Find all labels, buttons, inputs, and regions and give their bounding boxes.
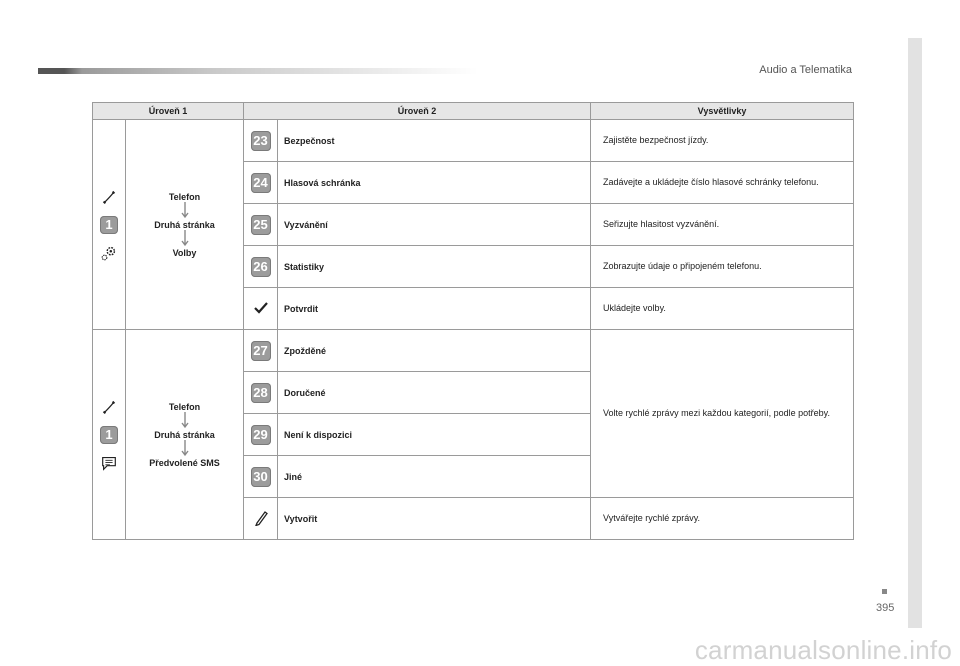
option-number-badge: 29: [251, 425, 271, 445]
option-label: Jiné: [278, 456, 591, 498]
arrow-down-icon: [180, 412, 190, 430]
option-description: Zajistěte bezpečnost jízdy.: [591, 120, 854, 162]
path-step: Druhá stránka: [154, 219, 215, 230]
option-number-badge: 25: [251, 215, 271, 235]
watermark: carmanualsonline.info: [694, 635, 952, 665]
path-step: Druhá stránka: [154, 429, 215, 440]
section-title: Audio a Telematika: [759, 64, 852, 76]
option-label: Hlasová schránka: [278, 162, 591, 204]
option-label: Bezpečnost: [278, 120, 591, 162]
option-label: Doručené: [278, 372, 591, 414]
page-number: 395: [876, 602, 895, 614]
option-label: Potvrdit: [278, 288, 591, 330]
path-step: Volby: [172, 247, 197, 258]
option-number-badge: 26: [251, 257, 271, 277]
phone-handset-icon: [100, 398, 118, 416]
option-description: Vytvářejte rychlé zprávy.: [591, 498, 854, 540]
level1-badge: 1: [100, 426, 118, 444]
checkmark-icon: [254, 302, 268, 314]
level1-path-cell: [126, 120, 244, 330]
option-label: Vyzvánění: [278, 204, 591, 246]
message-bubble-icon: [100, 454, 118, 472]
path-step: Předvolené SMS: [149, 457, 220, 468]
level1-path-cell: [126, 330, 244, 540]
side-margin-strip: [908, 38, 922, 628]
path-step: Telefon: [168, 191, 201, 202]
option-label: Zpožděné: [278, 330, 591, 372]
table-row: [93, 330, 854, 372]
phone-handset-icon: [100, 188, 118, 206]
option-label: Vytvořit: [278, 498, 591, 540]
option-description: Zadávejte a ukládejte číslo hlasové schránky telefonu.: [591, 162, 854, 204]
table-header-row: [93, 103, 854, 120]
pencil-icon: [254, 510, 268, 526]
level1-badge: 1: [100, 216, 118, 234]
option-number-badge: 24: [251, 173, 271, 193]
option-number-badge: 23: [251, 131, 271, 151]
path-step: Telefon: [168, 401, 201, 412]
option-description: Zobrazujte údaje o připojeném telefonu.: [591, 246, 854, 288]
header-decorative-bar: [38, 68, 478, 74]
header-level-2: Úroveň 2: [244, 103, 591, 120]
table-row: [93, 120, 854, 162]
option-description: Volte rychlé zprávy mezi každou kategorií, podle potřeby.: [591, 330, 854, 498]
option-number-badge: 30: [251, 467, 271, 487]
header-level-1: Úroveň 1: [93, 103, 244, 120]
level1-icons-cell: [93, 120, 126, 330]
option-label: Není k dispozici: [278, 414, 591, 456]
arrow-down-icon: [180, 440, 190, 458]
settings-gear-icon: [100, 244, 118, 262]
option-description: Ukládejte volby.: [591, 288, 854, 330]
option-description: Seřizujte hlasitost vyzvánění.: [591, 204, 854, 246]
page-marker-dot: [882, 589, 887, 594]
option-number-badge: 27: [251, 341, 271, 361]
option-number-badge: 28: [251, 383, 271, 403]
arrow-down-icon: [180, 202, 190, 220]
arrow-down-icon: [180, 230, 190, 248]
header-explanations: Vysvětlivky: [591, 103, 854, 120]
level1-icons-cell: [93, 330, 126, 540]
option-label: Statistiky: [278, 246, 591, 288]
menu-table: [92, 102, 854, 540]
